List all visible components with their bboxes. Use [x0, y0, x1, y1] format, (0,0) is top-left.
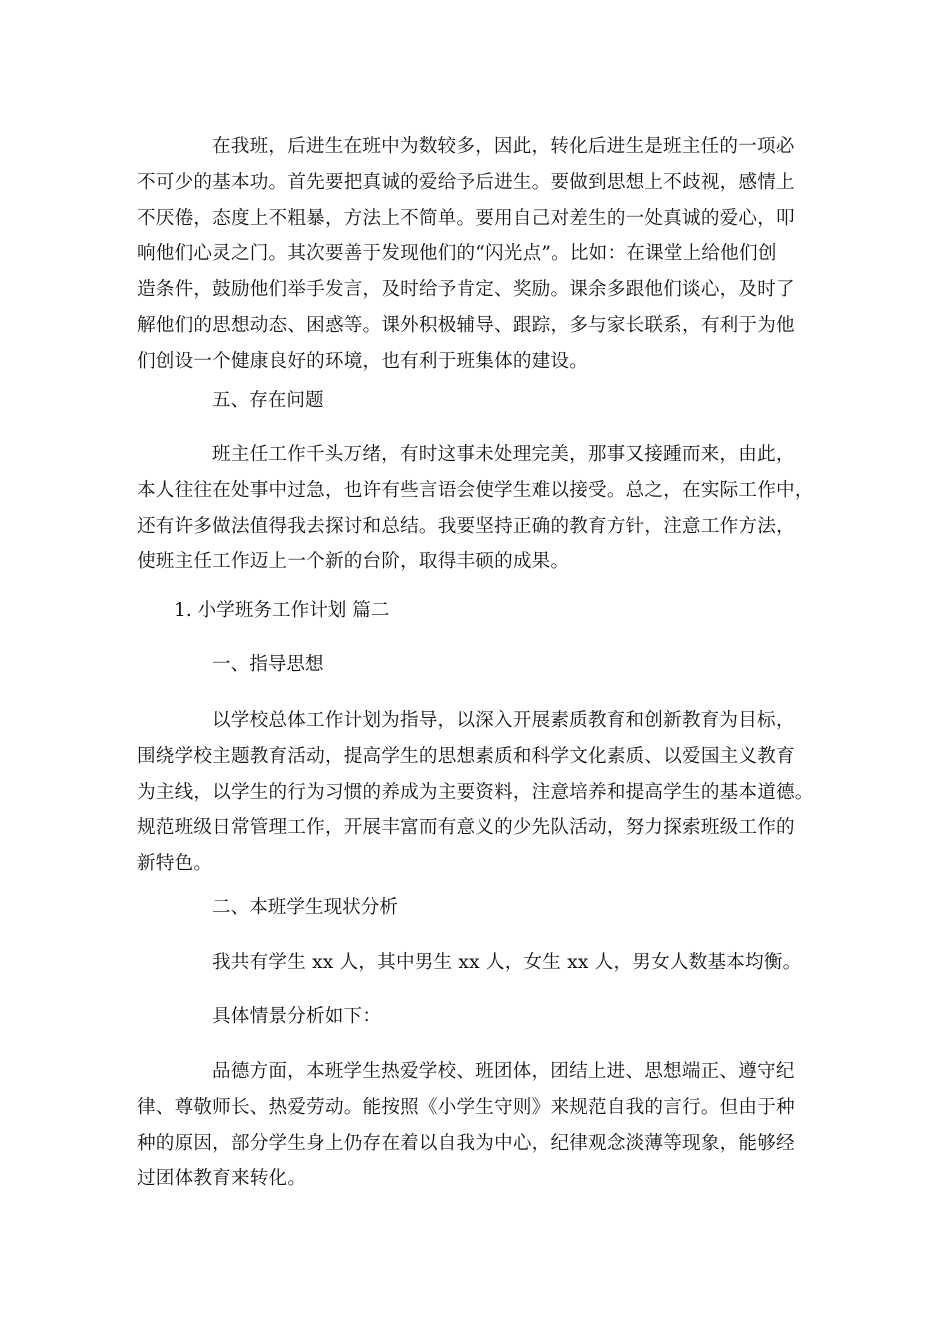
text-line: 们创设一个健康良好的环境，也有利于班集体的建设。	[137, 350, 589, 372]
text-line: 班主任工作千头万绪，有时这事未处理完美，那事又接踵而来，由此，	[212, 444, 795, 465]
text-line: 造条件，鼓励他们举手发言，及时给予肯定、奖励。课余多跟他们谈心，及时了	[137, 279, 795, 301]
text-line: 在我班，后进生在班中为数较多，因此，转化后进生是班主任的一项必	[212, 136, 795, 157]
text-line: 过团体教育来转化。	[137, 1168, 307, 1190]
text-line: 不可少的基本功。首先要把真诚的爱给予后进生。要做到思想上不歧视，感情上	[137, 171, 795, 193]
text-line: 种的原因，部分学生身上仍存在着以自我为中心，纪律观念淡薄等现象，能够经	[137, 1132, 795, 1154]
paragraph-moral-character	[137, 1054, 817, 1197]
text-line: 新特色。	[137, 853, 213, 875]
text-line: 还有许多做法值得我去探讨和总结。我要坚持正确的教育方针，注意工作方法，	[137, 515, 795, 537]
text-line: 本人往往在处事中过急，也许有些言语会使学生难以接受。总之，在实际工作中，	[137, 479, 814, 501]
text-line: 不厌倦，态度上不粗暴，方法上不简单。要用自己对差生的一处真诚的爱心，叩	[137, 207, 795, 229]
paragraph-existing-problems	[137, 437, 817, 580]
text-line: 围绕学校主题教育活动，提高学生的思想素质和科学文化素质、以爱国主义教育	[137, 745, 795, 767]
text-line: 响他们心灵之门。其次要善于发现他们的“闪光点”。比如：在课堂上给他们创	[137, 243, 777, 265]
paragraph-guiding-ideology	[137, 703, 817, 882]
text-line: 品德方面，本班学生热爱学校、班团体，团结上进、思想端正、遵守纪	[212, 1061, 795, 1082]
paragraph-analysis-intro	[137, 999, 817, 1035]
text-line: 使班主任工作迈上一个新的台阶，取得丰硕的成果。	[137, 551, 570, 573]
text-line: 为主线，以学生的行为习惯的养成为主要资料，注意培养和提高学生的基本道德。	[137, 781, 814, 803]
text-line: 以学校总体工作计划为指导，以深入开展素质教育和创新教育为目标，	[212, 710, 795, 731]
paragraph-student-count	[137, 945, 817, 981]
text-line: 具体情景分析如下：	[212, 1006, 382, 1027]
text-line: 解他们的思想动态、困惑等。课外积极辅导、跟踪，多与家长联系，有利于为他	[137, 314, 795, 336]
section-heading-existing-problems: 五、存在问题	[212, 390, 324, 411]
text-line: 律、尊敬师长、热爱劳动。能按照《小学生守则》来规范自我的言行。但由于种	[137, 1096, 795, 1118]
text-line: 规范班级日常管理工作，开展丰富而有意义的少先队活动，努力探索班级工作的	[137, 817, 795, 839]
section-heading-guiding-ideology: 一、指导思想	[212, 654, 324, 675]
article-title-part-two: 1. 小学班务工作计划 篇二	[174, 600, 390, 621]
section-heading-class-analysis: 二、本班学生现状分析	[212, 897, 398, 918]
text-line: 我共有学生 xx 人，其中男生 xx 人，女生 xx 人，男女人数基本均衡。	[212, 952, 802, 973]
paragraph-backward-students	[137, 129, 817, 380]
